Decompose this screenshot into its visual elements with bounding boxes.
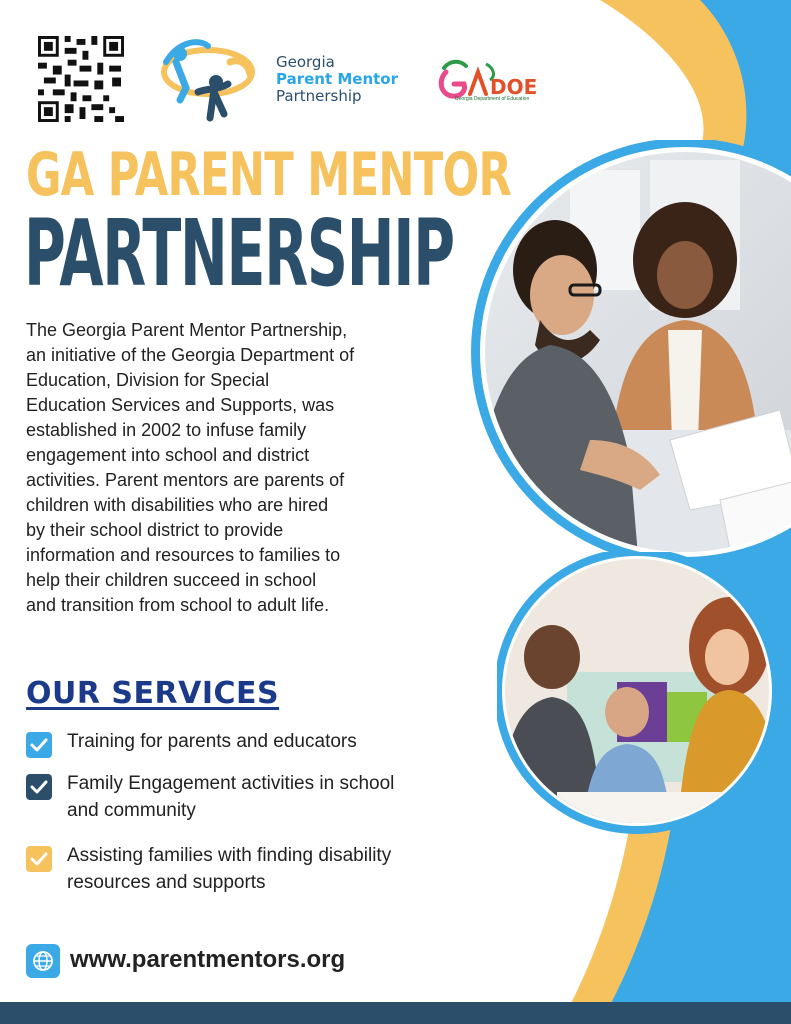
checkmark-icon (26, 774, 52, 800)
photo-family-classroom (497, 552, 791, 836)
intro-line: information and resources to families to (26, 545, 341, 565)
intro-line: activities. Parent mentors are parents of (26, 470, 345, 490)
intro-line: engagement into school and district (26, 445, 310, 465)
intro-line: The Georgia Parent Mentor Partnership, (26, 320, 348, 340)
gadoe-subtext: Georgia Department of Education (454, 96, 530, 102)
svg-text:DOE: DOE (490, 75, 538, 99)
intro-line: and transition from school to adult life. (26, 595, 330, 615)
intro-paragraph (26, 318, 446, 618)
title-line-1: GA PARENT MENTOR (26, 140, 512, 210)
intro-line: an initiative of the Georgia Department of (26, 345, 355, 365)
intro-line: children with disabilities who are hired (26, 495, 329, 515)
logo-line-partnership: Partnership (276, 87, 362, 105)
qr-code-icon (38, 36, 124, 122)
services-heading: OUR SERVICES (26, 676, 280, 711)
intro-line: help their children succeed in school (26, 570, 317, 590)
partnership-logo-icon (158, 32, 258, 128)
title-line-2: PARTNERSHIP (24, 200, 454, 307)
footer-bar (0, 1002, 791, 1024)
intro-line: by their school district to provide (26, 520, 284, 540)
service-text: Family Engagement activities in school (67, 773, 395, 794)
service-text: Assisting families with finding disability (67, 845, 392, 866)
website-link[interactable]: www.parentmentors.org (70, 946, 346, 973)
service-text: resources and supports (67, 872, 266, 893)
logo-line-parent-mentor: Parent Mentor (276, 70, 399, 88)
photo-mentor-meeting (440, 140, 791, 580)
intro-line: Education Services and Supports, was (26, 395, 335, 415)
service-text: Training for parents and educators (67, 731, 357, 752)
partnership-logo-text (276, 54, 398, 105)
logo-line-georgia: Georgia (276, 53, 335, 71)
checkmark-icon (26, 846, 52, 872)
globe-icon (26, 944, 60, 978)
intro-line: Education, Division for Special (26, 370, 270, 390)
checkmark-icon (26, 732, 52, 758)
intro-line: established in 2002 to infuse family (26, 420, 307, 440)
service-text: and community (67, 800, 196, 821)
